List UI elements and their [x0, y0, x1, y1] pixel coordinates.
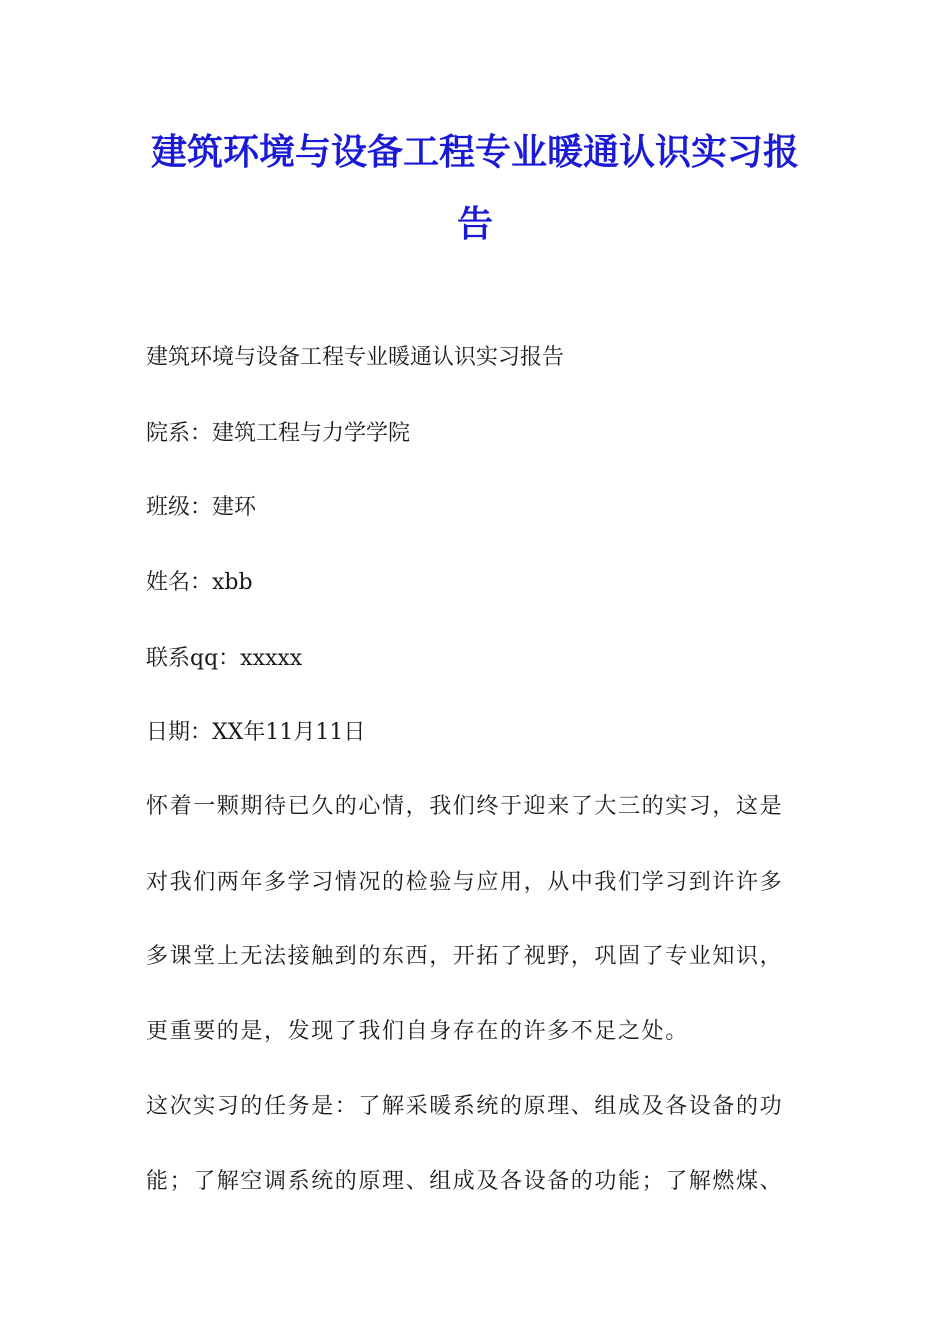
- department-field: 院系：建筑工程与力学学院: [146, 421, 411, 446]
- paragraph-2-line-1: 这次实习的任务是：了解采暖系统的原理、组成及各设备的功: [146, 1094, 784, 1119]
- paragraph-1-line-2: 对我们两年多学习情况的检验与应用，从中我们学习到许许多: [146, 870, 784, 895]
- contact-field: 联系qq：xxxxx: [146, 646, 303, 671]
- name-field: 姓名：xbb: [146, 570, 253, 595]
- document-title-line-2: 告: [456, 204, 493, 245]
- report-subtitle: 建筑环境与设备工程专业暖通认识实习报告: [146, 345, 565, 370]
- paragraph-1-line-1: 怀着一颗期待已久的心情，我们终于迎来了大三的实习，这是: [146, 794, 784, 819]
- paragraph-1-line-4: 更重要的是，发现了我们自身存在的许多不足之处。: [146, 1019, 689, 1044]
- document-title-line-1: 建筑环境与设备工程专业暖通认识实习报: [150, 132, 799, 173]
- paragraph-2-line-2: 能；了解空调系统的原理、组成及各设备的功能；了解燃煤、: [146, 1169, 784, 1194]
- paragraph-1-line-3: 多课堂上无法接触到的东西，开拓了视野，巩固了专业知识，: [146, 944, 784, 969]
- date-field: 日期：XX年11月11日: [146, 720, 366, 745]
- class-field: 班级：建环: [146, 495, 257, 520]
